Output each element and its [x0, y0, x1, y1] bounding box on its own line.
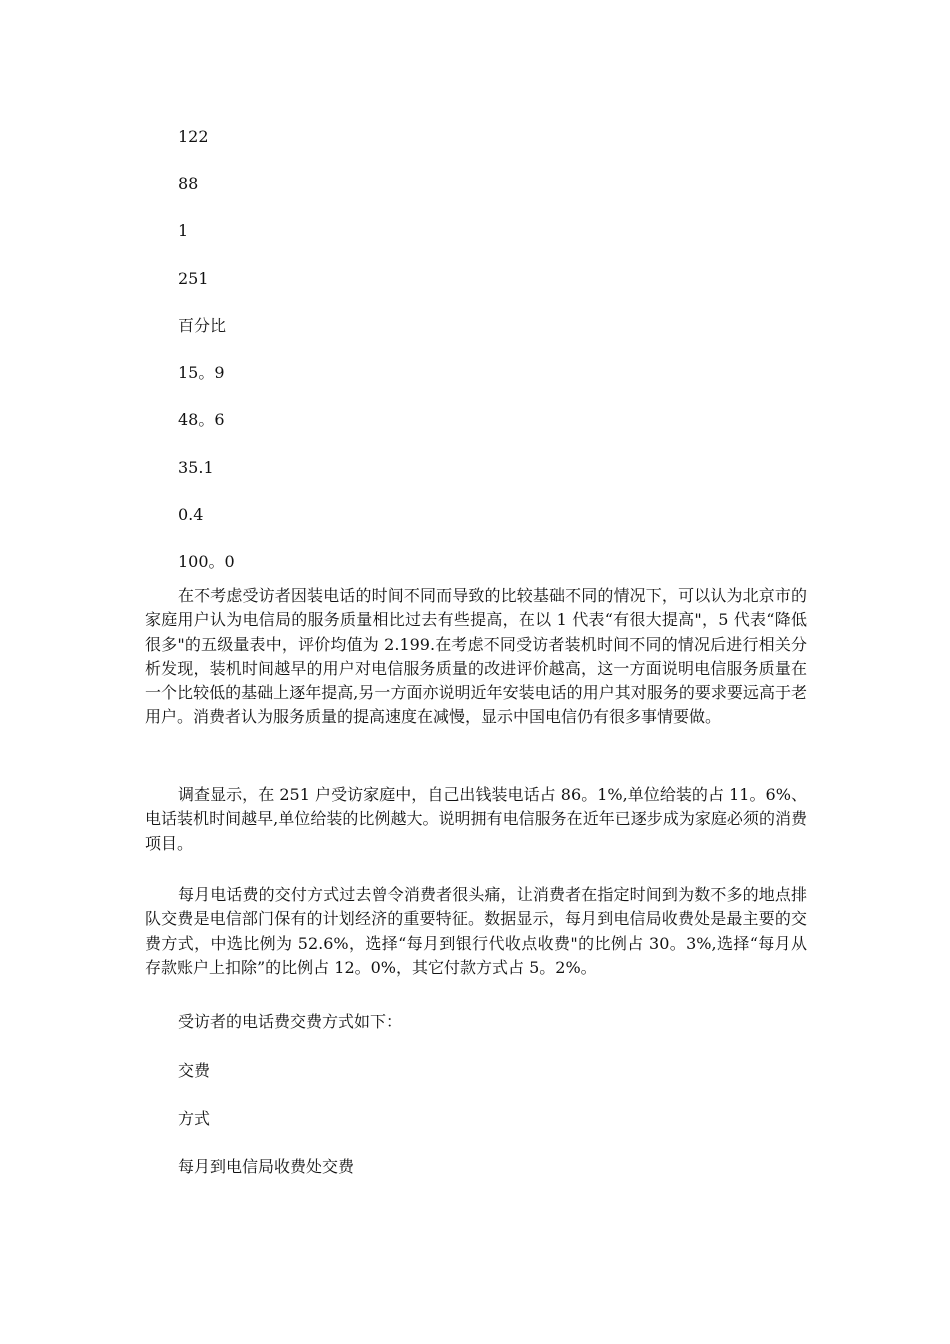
paragraph-payment-method: 每月电话费的交付方式过去曾令消费者很头痛，让消费者在指定时间到为数不多的地点排队交费是电信部门保有的计划经济的重要特征。数据显示，每月到电信局收费处是最主要的交费方式，中选比例为 52.6%，选择“每月到银行代收点收费"的比例占 30。3%,选择“每月从存款账户上扣除”的比例占 12。0%，其它付款方式占 5。2%。 — [145, 885, 807, 977]
table-cell: 15。9 — [178, 363, 225, 382]
table-header-cell: 百分比 — [178, 316, 227, 335]
table-cell: 每月到电信局收费处交费 — [178, 1157, 355, 1176]
table-cell: 0.4 — [178, 505, 204, 524]
paragraph-service-quality: 在不考虑受访者因装电话的时间不同而导致的比较基础不同的情况下，可以认为北京市的家庭用户认为电信局的服务质量相比过去有些提高，在以 1 代表“有很大提高"，5 代表“降低很多"的五级量表中，评价均值为 2.199.在考虑不同受访者装机时间不同的情况后进行相关分析发现，装机时间越早的用户对电信服务质量的改进评价越高，这一方面说明电信服务质量在一个比较低的基础上逐年提高,另一方面亦说明近年安装电话的用户其对服务的要求要远高于老用户。消费者认为服务质量的提高速度在减慢，显示中国电信仍有很多事情要做。 — [145, 586, 807, 727]
table-cell: 1 — [178, 221, 189, 240]
table-cell: 100。0 — [178, 552, 235, 571]
table-cell: 48。6 — [178, 410, 225, 429]
paragraph-installation: 调查显示，在 251 户受访家庭中，自己出钱装电话占 86。1%,单位给装的占 11。6%、电话装机时间越早,单位给装的比例越大。说明拥有电信服务在近年已逐步成为家庭必须的消费项目。 — [145, 785, 807, 853]
table-cell: 35.1 — [178, 458, 214, 477]
table-cell: 251 — [178, 269, 209, 288]
table-caption: 受访者的电话费交费方式如下： — [178, 1012, 403, 1031]
table-cell: 88 — [178, 174, 199, 193]
table-cell: 122 — [178, 127, 209, 146]
table-cell: 交费 — [178, 1061, 211, 1080]
table-cell: 方式 — [178, 1109, 211, 1128]
